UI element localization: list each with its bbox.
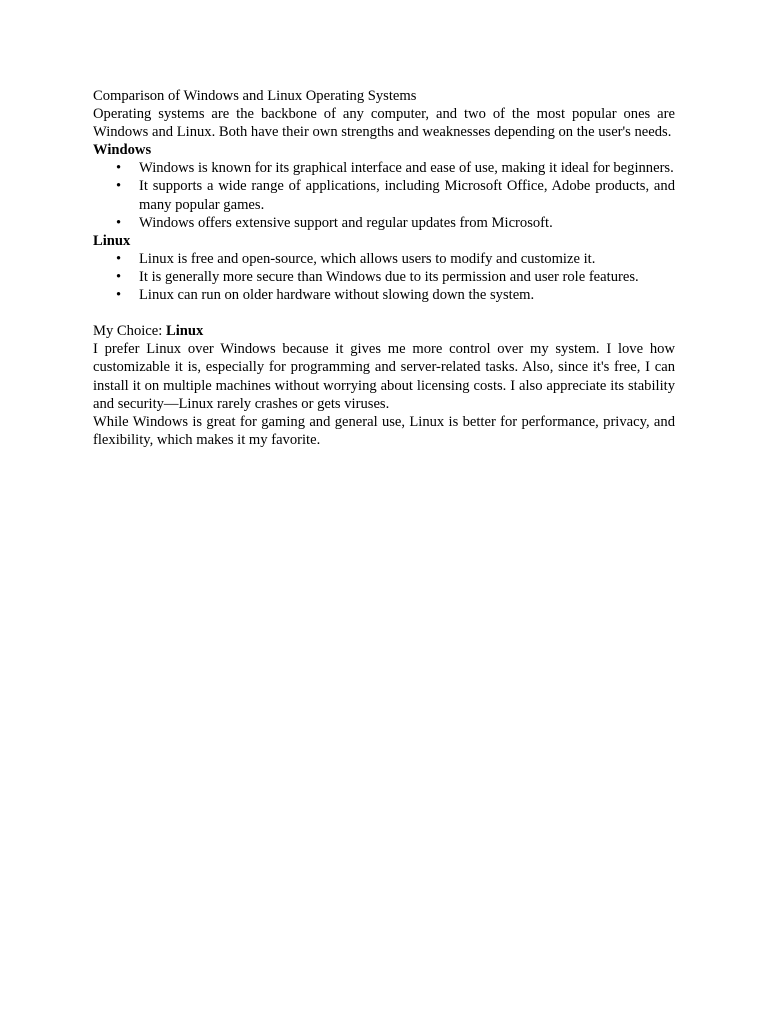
list-item-text: Windows offers extensive support and regular updates from Microsoft. bbox=[139, 214, 553, 231]
intro-paragraph: Operating systems are the backbone of any computer, and two of the most popular ones are Windows and Linux. Both have their own strengths and weaknesses depending on the user's needs. bbox=[93, 106, 675, 141]
list-item-text: It is generally more secure than Windows due to its permission and user role features. bbox=[139, 268, 639, 285]
choice-label: My Choice: bbox=[93, 323, 166, 340]
linux-bullet-list bbox=[93, 250, 675, 304]
list-item-text: It supports a wide range of applications, including Microsoft Office, Adobe products, and many popular games. bbox=[139, 178, 675, 213]
document-page bbox=[93, 87, 675, 449]
bullet-icon: • bbox=[116, 178, 122, 195]
list-item-text: Windows is known for its graphical interface and ease of use, making it ideal for beginners. bbox=[139, 160, 674, 177]
list-item bbox=[93, 268, 675, 286]
bullet-icon: • bbox=[116, 287, 122, 304]
bullet-icon: • bbox=[116, 160, 122, 177]
windows-bullet-list bbox=[93, 159, 675, 231]
list-item-text: Linux can run on older hardware without slowing down the system. bbox=[139, 287, 535, 304]
choice-line bbox=[93, 322, 675, 340]
list-item bbox=[93, 214, 675, 232]
section-heading-windows: Windows bbox=[93, 142, 152, 159]
choice-value: Linux bbox=[165, 323, 204, 340]
document-title: Comparison of Windows and Linux Operating Systems bbox=[93, 88, 417, 104]
list-item bbox=[93, 177, 675, 213]
conclusion-paragraph: I prefer Linux over Windows because it gives me more control over my system. I love how customizable it is, especially for programming and server-related tasks. Also, since it's free, I can install it on multiple machines without worrying about licensing costs. I also appreciate its stability and security—Linux rarely crashes or gets viruses. bbox=[93, 341, 675, 412]
section-heading-linux: Linux bbox=[93, 232, 131, 249]
bullet-icon: • bbox=[116, 268, 122, 285]
list-item bbox=[93, 250, 675, 268]
blank-line bbox=[93, 304, 675, 322]
list-item bbox=[93, 159, 675, 177]
closing-paragraph: While Windows is great for gaming and general use, Linux is better for performance, privacy, and flexibility, which makes it my favorite. bbox=[93, 413, 675, 448]
bullet-icon: • bbox=[116, 214, 122, 231]
list-item bbox=[93, 286, 675, 304]
bullet-icon: • bbox=[116, 250, 122, 267]
list-item-text: Linux is free and open-source, which allows users to modify and customize it. bbox=[139, 250, 596, 267]
